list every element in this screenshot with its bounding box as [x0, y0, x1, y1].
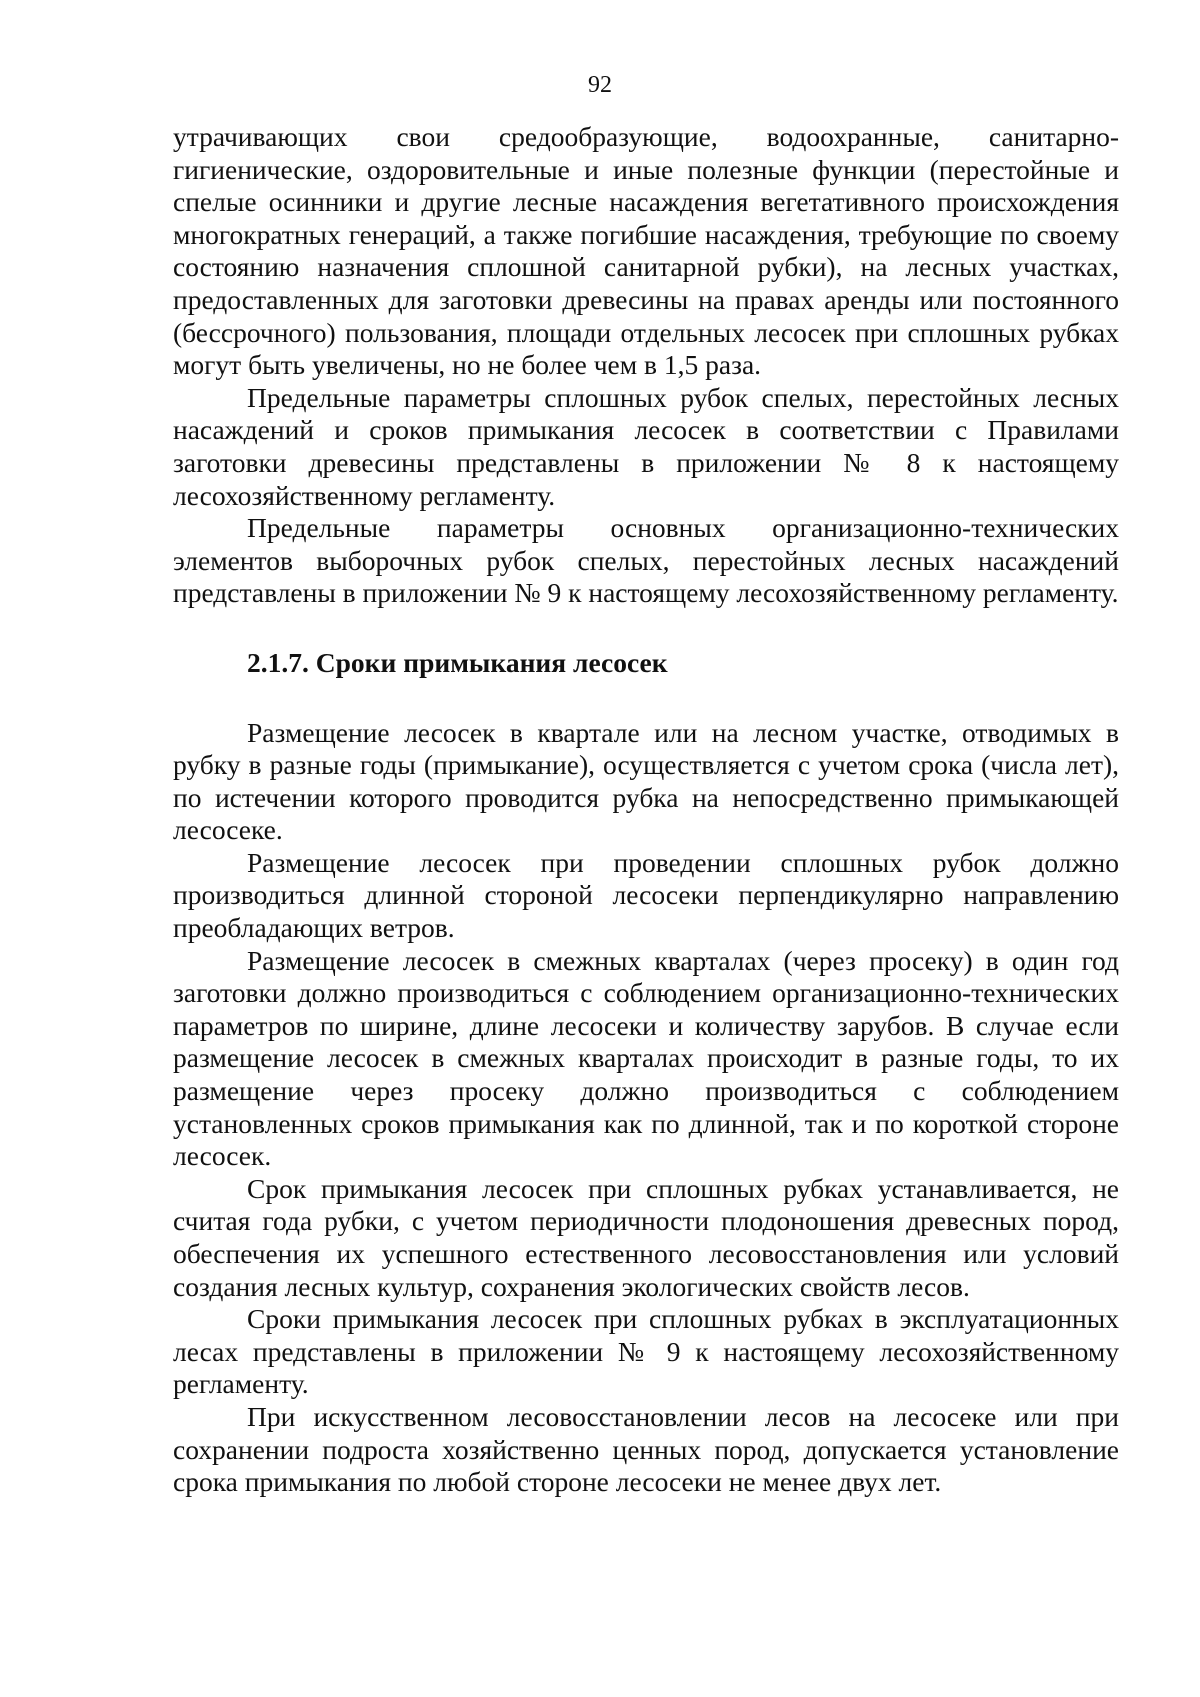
paragraph-selective-parameters: Предельные параметры основных организационно-технических элементов выборочных рубок спелых, перестойных лесных насаждений представлены в приложении № 9 к настоящему лесохозяйственному регламенту. [173, 512, 1119, 609]
spacer [173, 680, 1119, 717]
paragraph-wind-direction: Размещение лесосек при проведении сплошных рубок должно производиться длинной стороной лесосеки перпендикулярно направлению преобладающих ветров. [173, 846, 1119, 944]
page-number: 92 [588, 72, 612, 98]
section-heading: 2.1.7. Сроки примыкания лесосек [247, 646, 668, 678]
paragraph-adjacency-term: Срок примыкания лесосек при сплошных рубках устанавливается, не считая года рубки, с учетом периодичности плодоношения древесных пород, обеспечения их успешного естественного лесовосстановления или условий создания лесных культур, сохранения экологических свойств лесов. [173, 1172, 1119, 1302]
paragraph-clearcut-parameters: Предельные параметры сплошных рубок спелых, перестойных лесных насаждений и сроков примыкания лесосек в соответствии с Правилами заготовки древесины представлены в приложении № 8 к настоящему лесохозяйственному регламенту. [173, 381, 1119, 511]
paragraph-artificial-reforestation: При искусственном лесовосстановлении лесов на лесосеке или при сохранении подроста хозяйственно ценных пород, допускается установление срока примыкания по любой стороне лесосеки не менее двух лет. [173, 1400, 1119, 1498]
paragraph-adjacent-quarters: Размещение лесосек в смежных кварталах (через просеку) в один год заготовки должно производиться с соблюдением организационно-технических параметров по ширине, длине лесосеки и количеству зарубов. В случае если размещение лесосек в смежных кварталах происходит в разные годы, то их размещение через просеку должно производиться с соблюдением установленных сроков примыкания как по длинной, так и по короткой стороне лесосек. [173, 944, 1119, 1172]
spacer [173, 610, 1119, 647]
document-body [173, 121, 1119, 1499]
paragraph-appendix-reference: Сроки примыкания лесосек при сплошных рубках в эксплуатационных лесах представлены в приложении № 9 к настоящему лесохозяйственному регламенту. [173, 1303, 1119, 1400]
paragraph-placement: Размещение лесосек в квартале или на лесном участке, отводимых в рубку в разные годы (примыкание), осуществляется с учетом срока (числа лет), по истечении которого проводится рубка на непосредственно примыкающей лесосеке. [173, 716, 1119, 846]
paragraph-continuation: утрачивающих свои средообразующие, водоохранные, санитарно-гигиенические, оздоровительные и иные полезные функции (перестойные и спелые осинники и другие лесные насаждения вегетативного происхождения многократных генераций, а также погибшие насаждения, требующие по своему состоянию назначения сплошной санитарной рубки), на лесных участках, предоставленных для заготовки древесины на правах аренды или постоянного (бессрочного) пользования, площади отдельных лесосек при сплошных рубках могут быть увеличены, но не более чем в 1,5 раза. [173, 121, 1119, 381]
